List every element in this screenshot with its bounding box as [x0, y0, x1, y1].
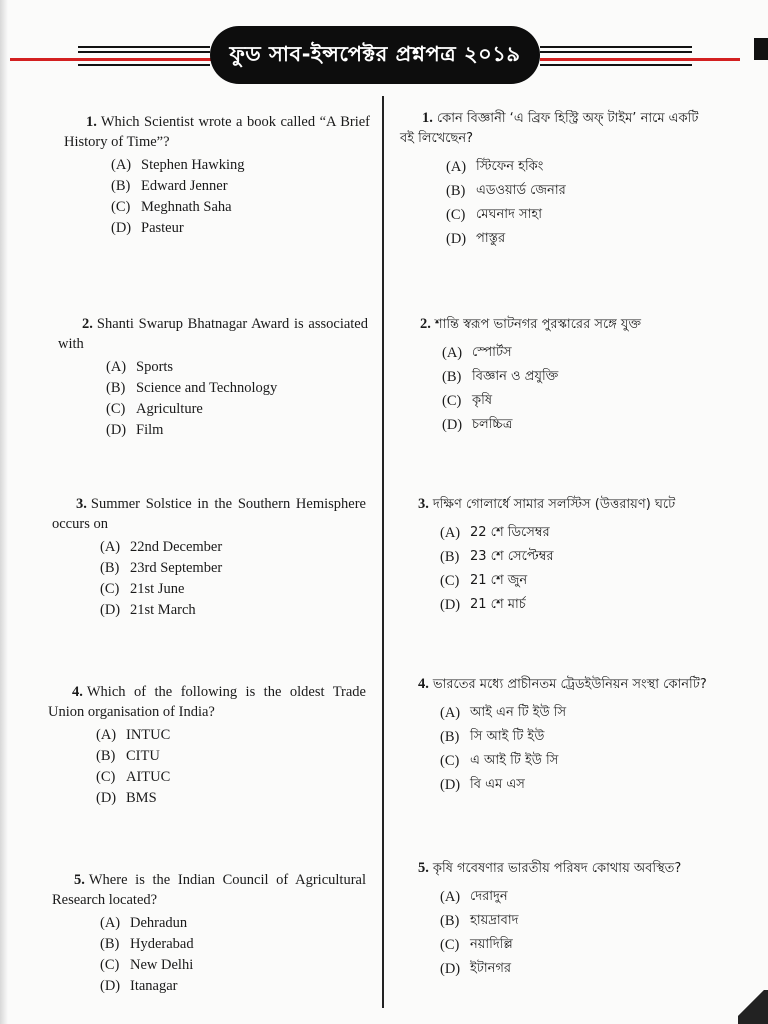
- header-rule-right-bottom: [540, 64, 692, 66]
- options-list: [446, 155, 700, 251]
- question-text: Which of the following is the oldest Trade Union organisation of India?: [48, 684, 366, 720]
- header-rule-left-middle: [78, 51, 210, 53]
- question-bn-3-stem: [418, 494, 718, 515]
- option-a: (A) স্পোর্টস: [442, 345, 512, 361]
- option-c: (C) কৃষি: [442, 393, 492, 409]
- option-a: (A) Sports: [106, 359, 174, 375]
- question-number: 3.: [76, 496, 87, 512]
- question-bn-5: [418, 858, 718, 981]
- option-b: (B) Edward Jenner: [111, 178, 228, 194]
- option-a: (A) INTUC: [96, 727, 171, 743]
- header-title-badge: [212, 28, 538, 82]
- header-rule-right-middle: [540, 51, 692, 53]
- option-d: (D) Film: [106, 422, 164, 438]
- option-b: (B) এডওয়ার্ড জেনার: [446, 183, 566, 199]
- options-list: [100, 537, 366, 621]
- question-text: দক্ষিণ গোলার্ধে সামার সলস্টিস (উত্তরায়ণ) ঘটে: [432, 497, 676, 512]
- header-rule-left-bottom: [78, 64, 210, 66]
- option-b: (B) CITU: [96, 748, 160, 764]
- question-text: Shanti Swarup Bhatnagar Award is associated with: [58, 316, 368, 352]
- option-a: (A) স্টিফেন হকিং: [446, 159, 544, 175]
- option-d: (D) Itanagar: [100, 978, 178, 994]
- question-en-2: [58, 314, 368, 441]
- option-c: (C) এ আই টি ইউ সি: [440, 753, 559, 769]
- question-number: 4.: [418, 676, 429, 692]
- question-en-3-stem: [52, 494, 366, 534]
- question-text: Where is the Indian Council of Agricultural Research located?: [52, 872, 366, 908]
- question-en-3: [52, 494, 366, 621]
- option-c: (C) নয়াদিল্লি: [440, 937, 513, 953]
- options-list: [111, 155, 370, 239]
- question-number: 1.: [86, 114, 97, 130]
- question-bn-5-stem: [418, 858, 718, 879]
- question-bn-1-stem: [400, 108, 700, 149]
- option-b: (B) বিজ্ঞান ও প্রযুক্তি: [442, 369, 559, 385]
- option-b: (B) সি আই টি ইউ: [440, 729, 545, 745]
- options-list: [96, 725, 366, 809]
- options-list: [442, 341, 710, 437]
- page-bottom-corner: [738, 990, 768, 1024]
- question-bn-4: [418, 674, 718, 797]
- option-c: (C) New Delhi: [100, 957, 194, 973]
- option-a: (A) Stephen Hawking: [111, 157, 245, 173]
- question-text: কৃষি গবেষণার ভারতীয় পরিষদ কোথায় অবস্থিত?: [432, 861, 682, 876]
- option-d: (D) বি এম এস: [440, 777, 525, 793]
- option-c: (C) মেঘনাদ সাহা: [446, 207, 542, 223]
- header-rule-left-top: [78, 46, 210, 48]
- question-text: Which Scientist wrote a book called “A Brief History of Time”?: [64, 114, 370, 150]
- page-left-edge-shadow: [0, 0, 8, 1024]
- options-list: [440, 701, 718, 797]
- option-d: (D) Pasteur: [111, 220, 184, 236]
- page-title: ফুড সাব-ইন্সপেক্টর প্রশ্নপত্র ২০১৯: [229, 41, 521, 66]
- question-en-5-stem: [52, 870, 366, 910]
- option-b: (B) Science and Technology: [106, 380, 278, 396]
- option-a: (A) Dehradun: [100, 915, 188, 931]
- option-c: (C) Meghnath Saha: [111, 199, 232, 215]
- options-list: [106, 357, 368, 441]
- question-text: কোন বিজ্ঞানী ‘এ ব্রিফ হিস্ট্রি অফ্ টাইম’ নামে একটি বই লিখেছেন?: [400, 111, 699, 146]
- question-number: 3.: [418, 496, 429, 512]
- page-corner-tab: [754, 38, 768, 60]
- question-number: 4.: [72, 684, 83, 700]
- options-list: [440, 885, 718, 981]
- question-bn-2-stem: [420, 314, 710, 335]
- option-d: (D) পাস্তুর: [446, 231, 506, 247]
- option-a: (A) 22nd December: [100, 539, 223, 555]
- option-c: (C) 21st June: [100, 581, 185, 597]
- question-en-4-stem: [48, 682, 366, 722]
- option-d: (D) BMS: [96, 790, 157, 806]
- question-number: 5.: [418, 860, 429, 876]
- question-en-4: [48, 682, 366, 809]
- question-text: Summer Solstice in the Southern Hemisphere occurs on: [52, 496, 366, 532]
- question-bn-1: [400, 108, 700, 251]
- option-d: (D) ইটানগর: [440, 961, 512, 977]
- option-a: (A) দেরাদুন: [440, 889, 508, 905]
- question-en-5: [52, 870, 366, 997]
- question-en-2-stem: [58, 314, 368, 354]
- option-a: (A) 22 শে ডিসেম্বর: [440, 525, 550, 541]
- question-number: 2.: [82, 316, 93, 332]
- question-bn-3: [418, 494, 718, 617]
- options-list: [440, 521, 718, 617]
- header-rule-right-red: [540, 58, 740, 61]
- question-number: 5.: [74, 872, 85, 888]
- question-bn-4-stem: [418, 674, 718, 695]
- option-d: (D) চলচ্চিত্র: [442, 417, 513, 433]
- option-c: (C) AITUC: [96, 769, 171, 785]
- header-rule-left-red: [10, 58, 212, 61]
- option-d: (D) 21st March: [100, 602, 196, 618]
- question-number: 1.: [422, 110, 433, 126]
- options-list: [100, 913, 366, 997]
- option-b: (B) Hyderabad: [100, 936, 194, 952]
- question-number: 2.: [420, 316, 431, 332]
- question-en-1: [64, 112, 370, 239]
- option-d: (D) 21 শে মার্চ: [440, 597, 526, 613]
- option-a: (A) আই এন টি ইউ সি: [440, 705, 567, 721]
- option-b: (B) 23 শে সেপ্টেম্বর: [440, 549, 554, 565]
- question-bn-2: [420, 314, 710, 437]
- option-c: (C) 21 শে জুন: [440, 573, 528, 589]
- header-rule-right-top: [540, 46, 692, 48]
- question-text: শান্তি স্বরূপ ভাটনগর পুরস্কারের সঙ্গে যুক্ত: [434, 317, 642, 332]
- question-en-1-stem: [64, 112, 370, 152]
- option-c: (C) Agriculture: [106, 401, 203, 417]
- question-text: ভারতের মধ্যে প্রাচীনতম ট্রেডইউনিয়ন সংস্থা কোনটি?: [432, 677, 707, 692]
- option-b: (B) হায়দ্রাবাদ: [440, 913, 519, 929]
- option-b: (B) 23rd September: [100, 560, 223, 576]
- column-divider: [382, 96, 384, 1008]
